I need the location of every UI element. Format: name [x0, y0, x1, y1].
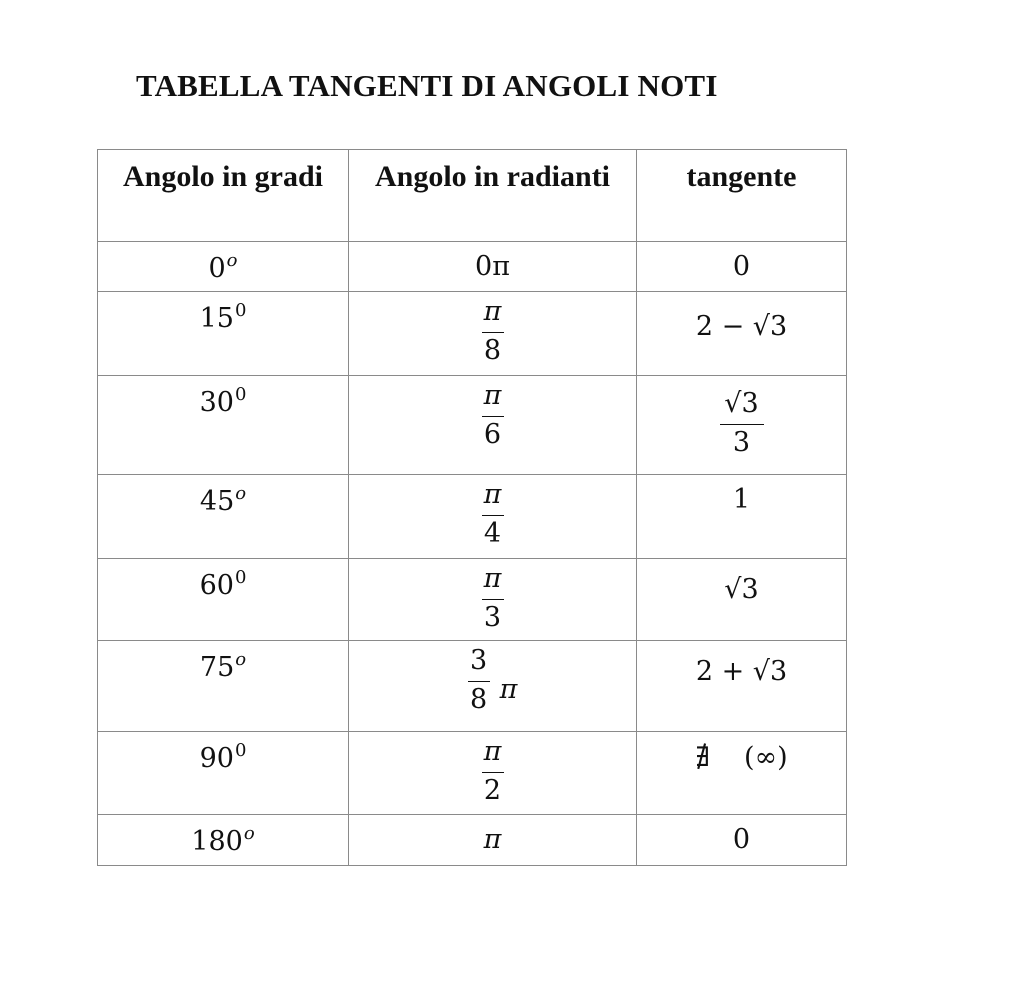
page-title: TABELLA TANGENTI DI ANGOLI NOTI	[136, 68, 718, 103]
fraction-bar	[482, 332, 504, 333]
degrees-cell	[98, 242, 349, 292]
degrees-cell	[98, 475, 349, 559]
fraction-numerator: π	[483, 563, 502, 594]
degree-symbol: 0	[234, 567, 247, 588]
table-row	[98, 732, 847, 815]
fraction-denominator: 3	[732, 427, 751, 458]
radian-fraction	[468, 641, 490, 716]
degrees-cell	[98, 641, 349, 732]
table-row	[98, 242, 847, 292]
tangent-cell	[637, 815, 847, 866]
radians-cell	[349, 732, 637, 815]
degree-symbol: o	[226, 250, 238, 271]
radians-cell	[349, 559, 637, 641]
fraction-bar	[482, 772, 504, 773]
table-row	[98, 376, 847, 475]
fraction-bar	[482, 515, 504, 516]
table-row	[98, 641, 847, 732]
degree-symbol: 0	[234, 740, 247, 761]
tangent-fraction	[720, 376, 764, 459]
radian-mixed-fraction	[468, 641, 518, 716]
radians-cell	[349, 292, 637, 376]
fraction-numerator: √3	[724, 388, 759, 419]
degree-symbol: o	[243, 823, 255, 844]
fraction-denominator: 3	[483, 602, 502, 633]
fraction-denominator: 6	[483, 419, 502, 450]
table-row	[98, 292, 847, 376]
tangent-value: 1	[732, 484, 751, 515]
degree-symbol: 0	[234, 300, 247, 321]
fraction-denominator: 8	[470, 684, 488, 715]
radians-cell	[349, 376, 637, 475]
radians-cell	[349, 641, 637, 732]
tangent-value: 0	[732, 251, 751, 282]
tangent-value: 2 − √3	[695, 311, 788, 342]
fraction-numerator: π	[483, 736, 502, 767]
radians-cell	[349, 242, 637, 292]
degree-value: 180	[191, 826, 243, 857]
table-header-row	[98, 150, 847, 242]
fraction-bar	[482, 599, 504, 600]
degree-value: 75	[199, 652, 235, 683]
table-row	[98, 475, 847, 559]
degrees-cell	[98, 732, 349, 815]
degree-value: 0	[208, 253, 226, 284]
header-tangent: tangente	[637, 150, 847, 242]
tangent-value: 2 + √3	[695, 656, 788, 687]
tangent-undefined	[695, 732, 787, 773]
fraction-denominator: 4	[483, 518, 502, 549]
degrees-cell	[98, 376, 349, 475]
radian-fraction	[482, 292, 504, 367]
degrees-cell	[98, 559, 349, 641]
tangent-cell	[637, 732, 847, 815]
degrees-cell	[98, 292, 349, 376]
tangent-table	[97, 149, 847, 866]
radians-cell	[349, 475, 637, 559]
header-degrees: Angolo in gradi	[98, 150, 349, 242]
tangent-cell	[637, 376, 847, 475]
tangent-value: 0	[732, 824, 751, 855]
radian-fraction	[482, 559, 504, 634]
tangent-cell	[637, 559, 847, 641]
tangent-cell	[637, 475, 847, 559]
radian-value: π	[483, 824, 502, 855]
fraction-numerator: π	[483, 479, 502, 510]
degree-value: 90	[199, 743, 234, 774]
not-exists-symbol: ∄	[695, 742, 711, 773]
degree-symbol: o	[235, 483, 247, 504]
radian-fraction	[482, 376, 504, 451]
fraction-numerator: π	[483, 296, 502, 327]
radian-value: 0π	[475, 251, 510, 282]
degrees-cell	[98, 815, 349, 866]
header-radians: Angolo in radianti	[349, 150, 637, 242]
fraction-bar	[482, 416, 504, 417]
degree-value: 60	[199, 570, 234, 601]
degree-symbol: o	[235, 649, 247, 670]
tangent-cell	[637, 292, 847, 376]
radian-fraction	[482, 732, 504, 807]
radians-cell	[349, 815, 637, 866]
degree-value: 45	[199, 486, 235, 517]
table-row	[98, 815, 847, 866]
tangent-value: √3	[724, 574, 759, 605]
fraction-numerator: 3	[470, 645, 488, 676]
fraction-bar	[468, 681, 490, 682]
table-row	[98, 559, 847, 641]
degree-value: 15	[199, 303, 234, 334]
pi-multiplier: π	[499, 674, 518, 705]
fraction-denominator: 8	[483, 335, 502, 366]
tangent-cell	[637, 641, 847, 732]
fraction-numerator: π	[483, 380, 502, 411]
tangent-cell	[637, 242, 847, 292]
radian-fraction	[482, 475, 504, 550]
infinity-note: (∞)	[744, 742, 788, 773]
fraction-denominator: 2	[483, 775, 502, 806]
degree-value: 30	[199, 387, 234, 418]
degree-symbol: 0	[234, 384, 247, 405]
fraction-bar	[720, 424, 764, 425]
